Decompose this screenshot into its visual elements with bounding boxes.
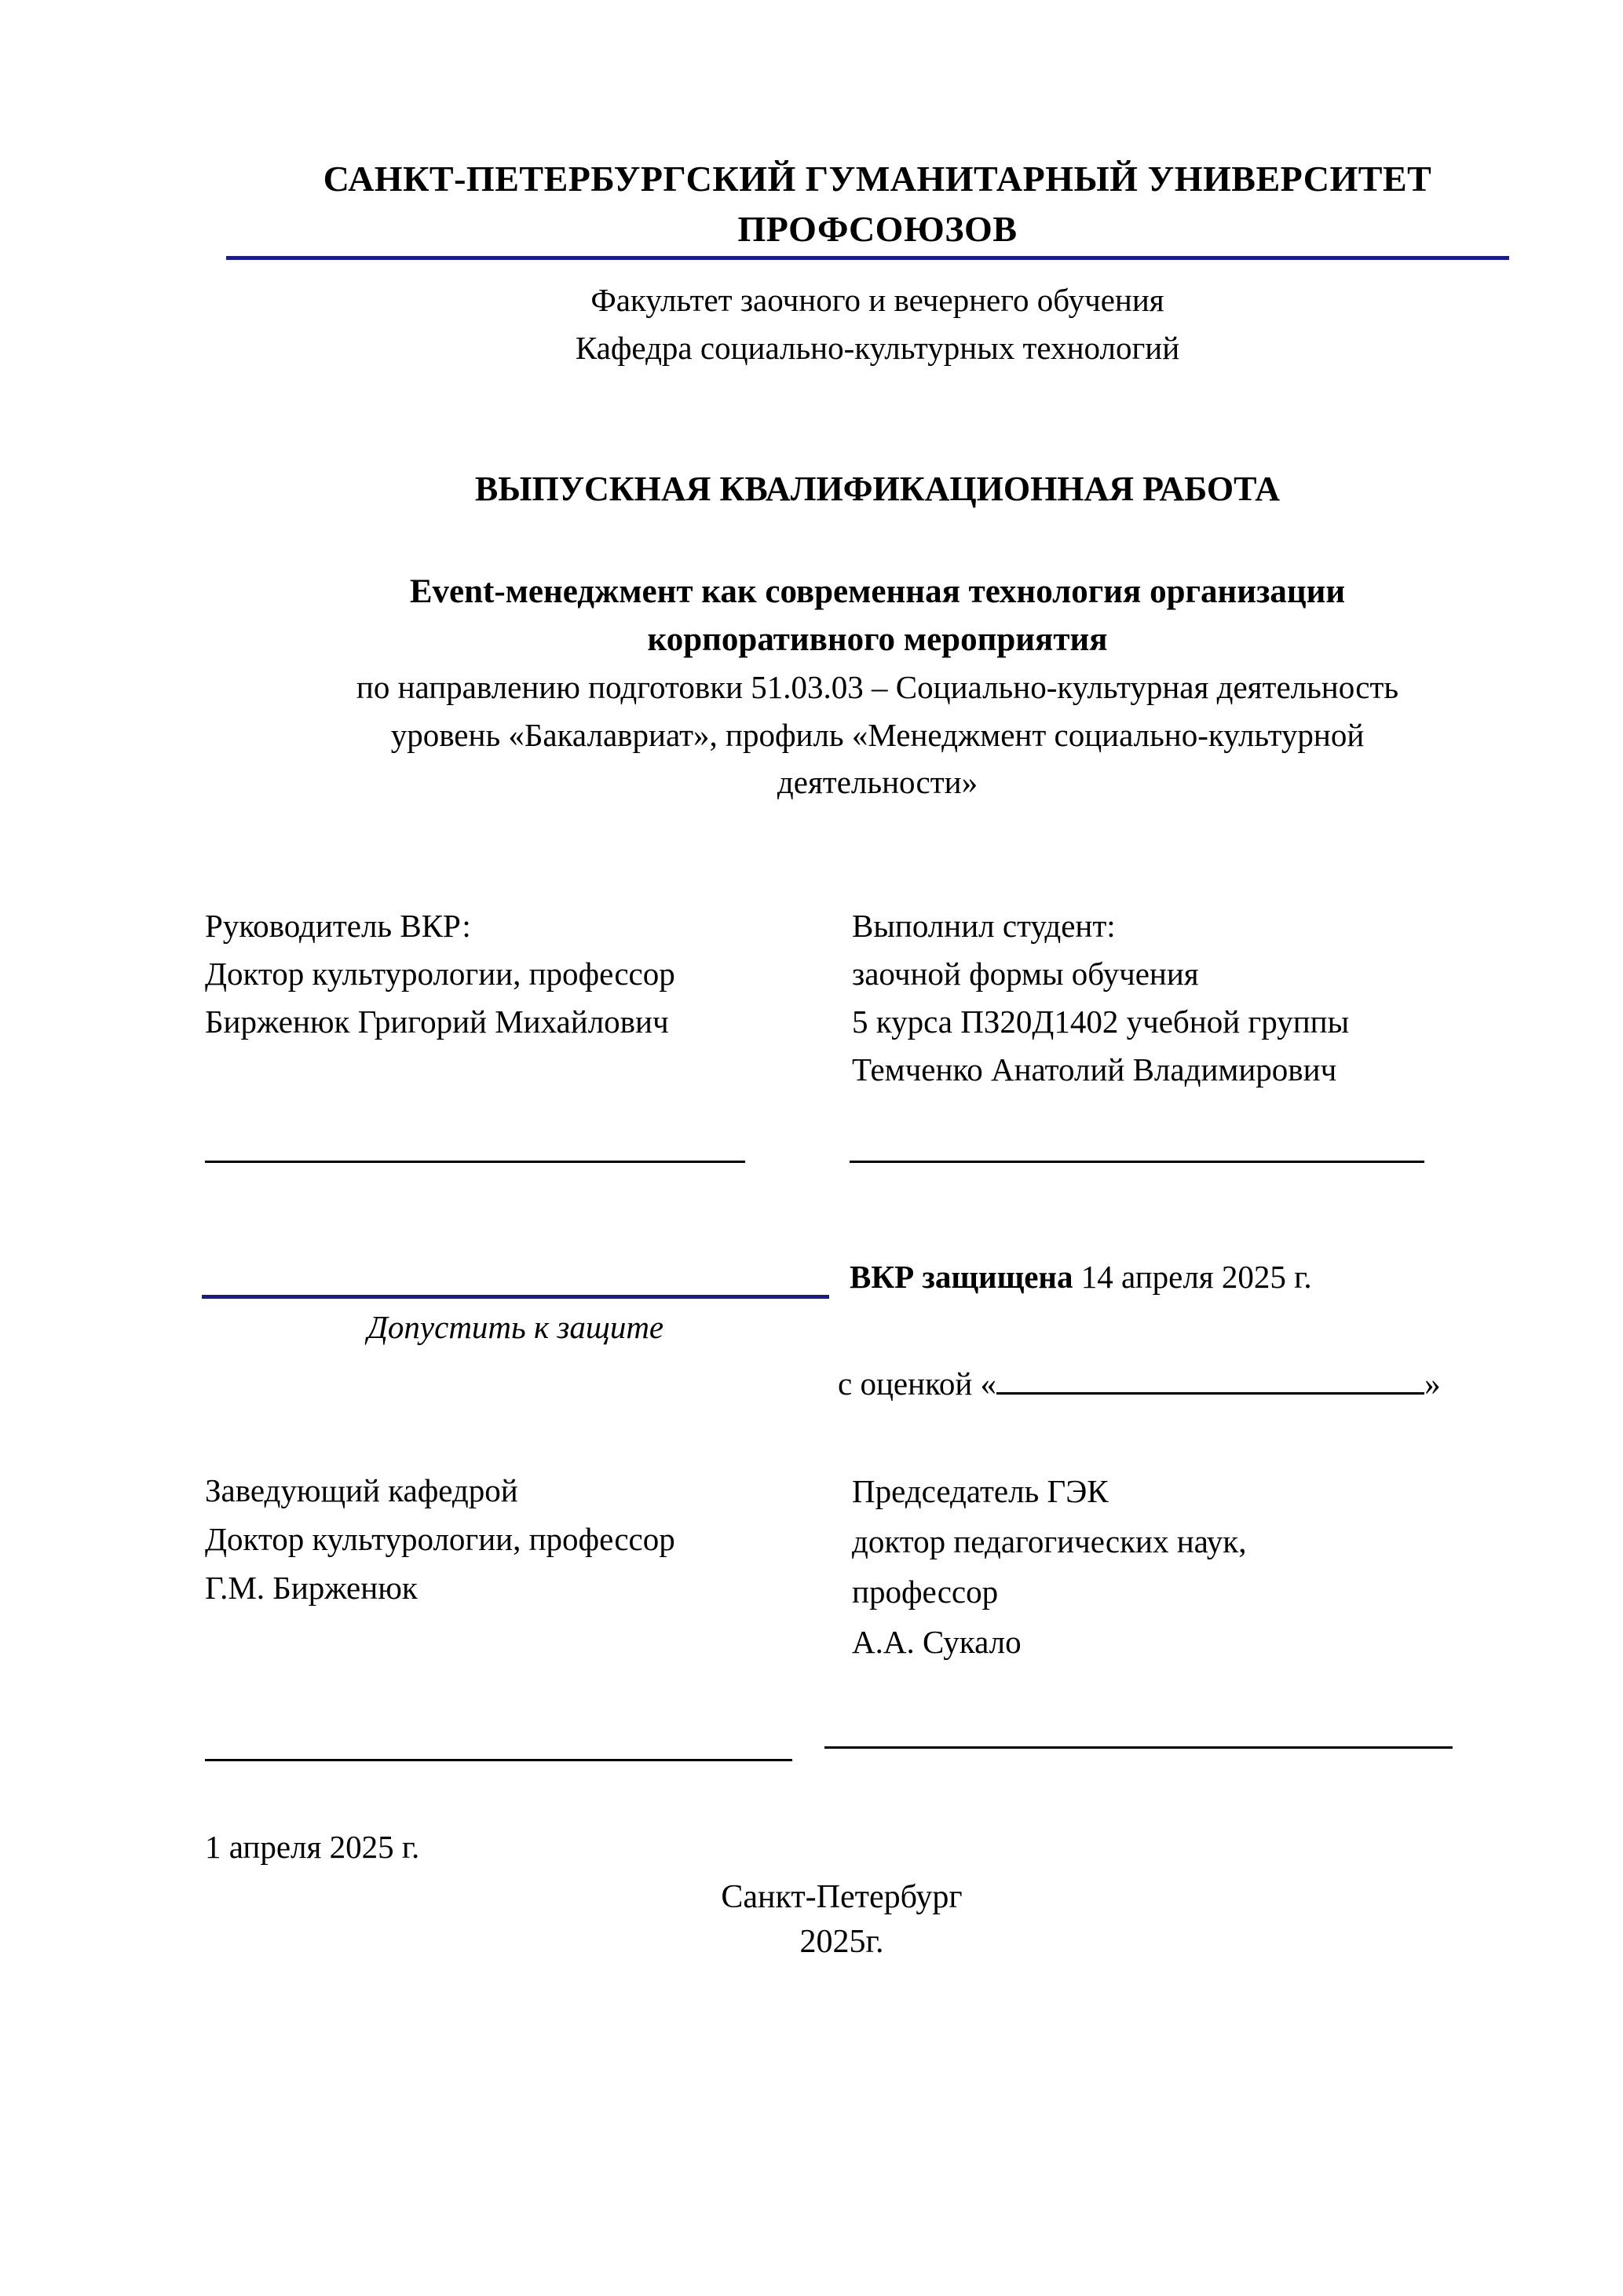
- grade-line: [838, 1360, 1441, 1408]
- supervisor-block: [205, 902, 852, 1094]
- gek-chair-degree: доктор педагогических наук,: [852, 1523, 1247, 1559]
- student-group: 5 курса ПЗ20Д1402 учебной группы: [852, 1004, 1350, 1040]
- admit-to-defense-text: Допустить к защите: [367, 1309, 664, 1345]
- student-label: Выполнил студент:: [852, 908, 1116, 944]
- supervisor-student-row: [205, 902, 1493, 1094]
- university-name-line1: САНКТ-ПЕТЕРБУРГСКИЙ ГУМАНИТАРНЫЙ УНИВЕРСИТЕТ: [323, 159, 1432, 199]
- program-line3: деятельности»: [777, 764, 978, 800]
- supervisor-name: Бирженюк Григорий Михайлович: [205, 1004, 669, 1040]
- defended-line: [850, 1253, 1312, 1301]
- head-dept-name: Г.М. Бирженюк: [205, 1570, 418, 1606]
- supervisor-signature-line: [205, 1161, 745, 1163]
- header-divider-rule: [226, 256, 1509, 260]
- supervisor-label: Руководитель ВКР:: [205, 908, 471, 944]
- student-name: Темченко Анатолий Владимирович: [852, 1051, 1337, 1088]
- gek-chair-block: [852, 1466, 1493, 1667]
- university-name-line2: ПРОФСОЮЗОВ: [737, 209, 1018, 249]
- thesis-title-block: [228, 569, 1527, 806]
- gek-chair-name: А.А. Сукало: [852, 1624, 1022, 1660]
- gek-chair-signature-line: [824, 1746, 1453, 1749]
- grade-prefix: с оценкой «: [838, 1366, 997, 1402]
- city-line: Санкт-Петербург: [721, 1879, 963, 1915]
- head-dept-signature-line: [205, 1759, 792, 1761]
- officials-row: [205, 1466, 1493, 1667]
- head-of-department-block: [205, 1466, 852, 1667]
- student-signature-line: [850, 1161, 1424, 1163]
- faculty-line: Факультет заочного и вечернего обучения: [590, 282, 1164, 318]
- university-name: [228, 154, 1527, 254]
- program-line2: уровень «Бакалавриат», профиль «Менеджмент социально-культурной: [390, 716, 1365, 753]
- gek-chair-title: Председатель ГЭК: [852, 1473, 1109, 1509]
- thesis-title-line2: корпоративного мероприятия: [647, 620, 1108, 658]
- defended-date: 14 апреля 2025 г.: [1073, 1259, 1312, 1295]
- gek-chair-rank: профессор: [852, 1574, 999, 1610]
- student-block: [852, 902, 1493, 1094]
- approval-date: 1 апреля 2025 г.: [205, 1829, 420, 1865]
- student-study-form: заочной формы обучения: [852, 956, 1199, 992]
- admit-divider-rule: [202, 1295, 829, 1299]
- grade-blank-line: [996, 1362, 1424, 1395]
- department-line: Кафедра социально-культурных технологий: [575, 330, 1180, 366]
- faculty-department-block: [228, 276, 1527, 372]
- year-line: 2025г.: [799, 1924, 884, 1960]
- head-dept-degree: Доктор культурологии, профессор: [205, 1521, 675, 1557]
- work-type-heading: ВЫПУСКНАЯ КВАЛИФИКАЦИОННАЯ РАБОТА: [474, 470, 1281, 508]
- grade-suffix: »: [1424, 1366, 1441, 1402]
- head-dept-title: Заведующий кафедрой: [205, 1472, 518, 1508]
- thesis-title-line1: Event-менеджмент как современная технология организации: [409, 573, 1346, 610]
- defended-label: ВКР защищена: [850, 1259, 1073, 1295]
- supervisor-degree: Доктор культурологии, профессор: [205, 956, 675, 992]
- city-year-block: [205, 1875, 1479, 1965]
- program-line1: по направлению подготовки 51.03.03 – Социально-культурная деятельность: [356, 669, 1399, 705]
